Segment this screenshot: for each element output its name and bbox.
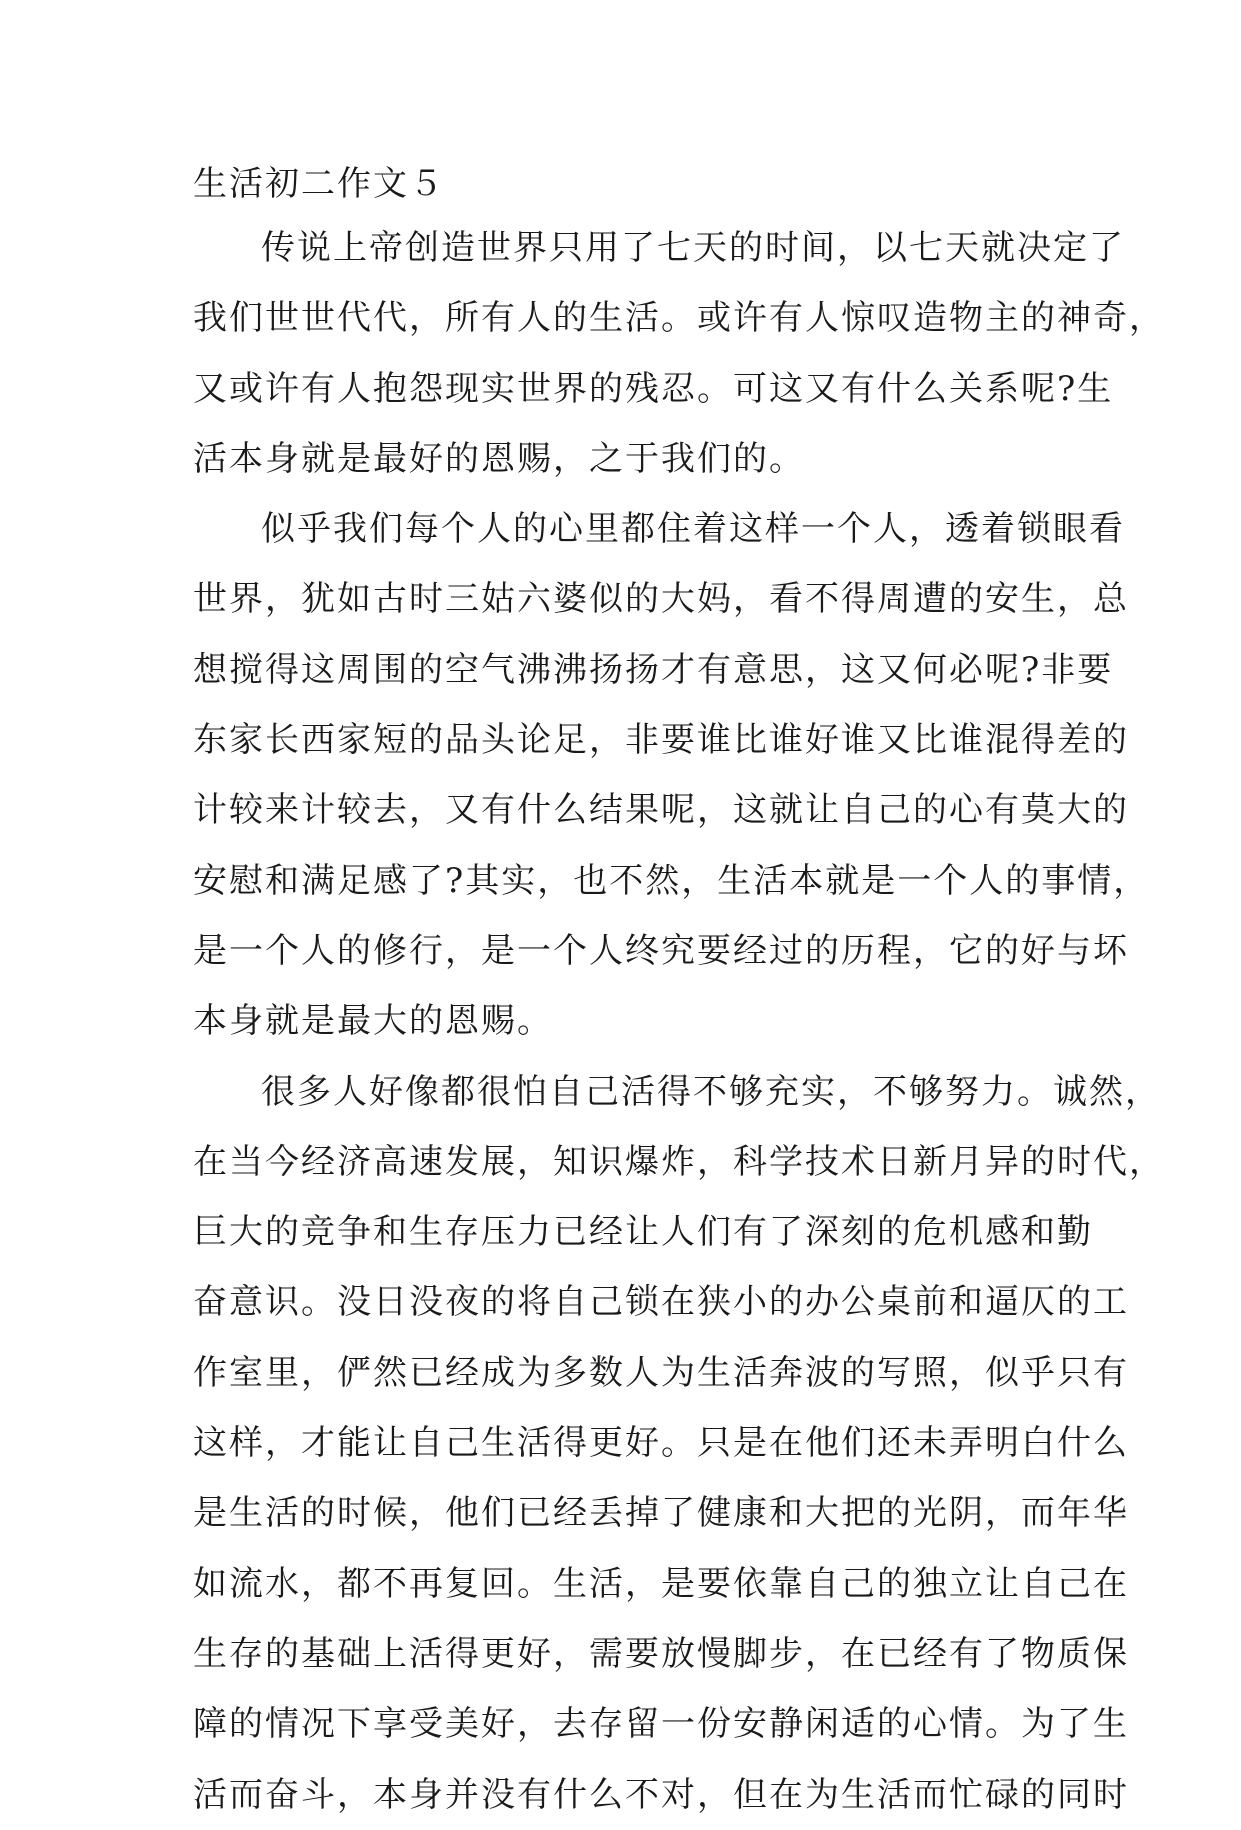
paragraph-line: 世界，犹如古时三姑六婆似的大妈，看不得周遭的安生，总: [193, 579, 1129, 620]
paragraph-line: 是生活的时候，他们已经丢掉了健康和大把的光阴，而年华: [193, 1493, 1129, 1534]
paragraph-line: 计较来计较去，又有什么结果呢，这就让自己的心有莫大的: [193, 790, 1129, 831]
paragraph-line: 障的情况下享受美好，去存留一份安静闲适的心情。为了生: [193, 1704, 1129, 1745]
paragraph-1: [193, 213, 1165, 494]
paragraph-line: 又或许有人抱怨现实世界的残忍。可这又有什么关系呢?生: [193, 368, 1114, 409]
paragraph-3: [193, 1057, 1165, 1830]
paragraph-line: 安慰和满足感了?其实，也不然，生活本就是一个人的事情，: [193, 860, 1150, 901]
paragraph-line: 活而奋斗，本身并没有什么不对，但在为生活而忙碌的同时: [193, 1774, 1129, 1815]
paragraph-line: 传说上帝创造世界只用了七天的时间，以七天就决定了: [261, 228, 1125, 268]
paragraph-line: 生存的基础上活得更好，需要放慢脚步，在已经有了物质保: [193, 1633, 1129, 1674]
paragraph-line: 巨大的竞争和生存压力已经让人们有了深刻的危机感和勤: [193, 1212, 1093, 1253]
document-title: 生活初二作文５: [193, 164, 445, 204]
document-body: [193, 155, 1165, 1830]
paragraph-line: 很多人好像都很怕自己活得不够充实，不够努力。诚然，: [261, 1071, 1161, 1112]
paragraph-2: [193, 494, 1150, 1056]
paragraph-line: 作室里，俨然已经成为多数人为生活奔波的写照，似乎只有: [193, 1352, 1129, 1393]
paragraph-line: 如流水，都不再复回。生活，是要依靠自己的独立让自己在: [193, 1563, 1129, 1604]
paragraph-line: 奋意识。没日没夜的将自己锁在狭小的办公桌前和逼仄的工: [193, 1282, 1129, 1323]
paragraph-line: 想搅得这周围的空气沸沸扬扬才有意思，这又何必呢?非要: [193, 649, 1114, 690]
paragraph-line: 似乎我们每个人的心里都住着这样一个人，透着锁眼看: [261, 509, 1125, 550]
paragraph-line: 东家长西家短的品头论足，非要谁比谁好谁又比谁混得差的: [193, 720, 1129, 761]
paragraph-line: 我们世世代代，所有人的生活。或许有人惊叹造物主的神奇，: [193, 298, 1165, 339]
paragraph-line: 本身就是最大的恩赐。: [193, 1001, 553, 1042]
paragraph-line: 活本身就是最好的恩赐，之于我们的。: [193, 438, 805, 479]
paragraph-line: 在当今经济高速发展，知识爆炸，科学技术日新月异的时代，: [193, 1141, 1165, 1182]
paragraph-line: 是一个人的修行，是一个人终究要经过的历程，它的好与坏: [193, 930, 1129, 971]
paragraph-line: 这样，才能让自己生活得更好。只是在他们还未弄明白什么: [193, 1423, 1129, 1464]
